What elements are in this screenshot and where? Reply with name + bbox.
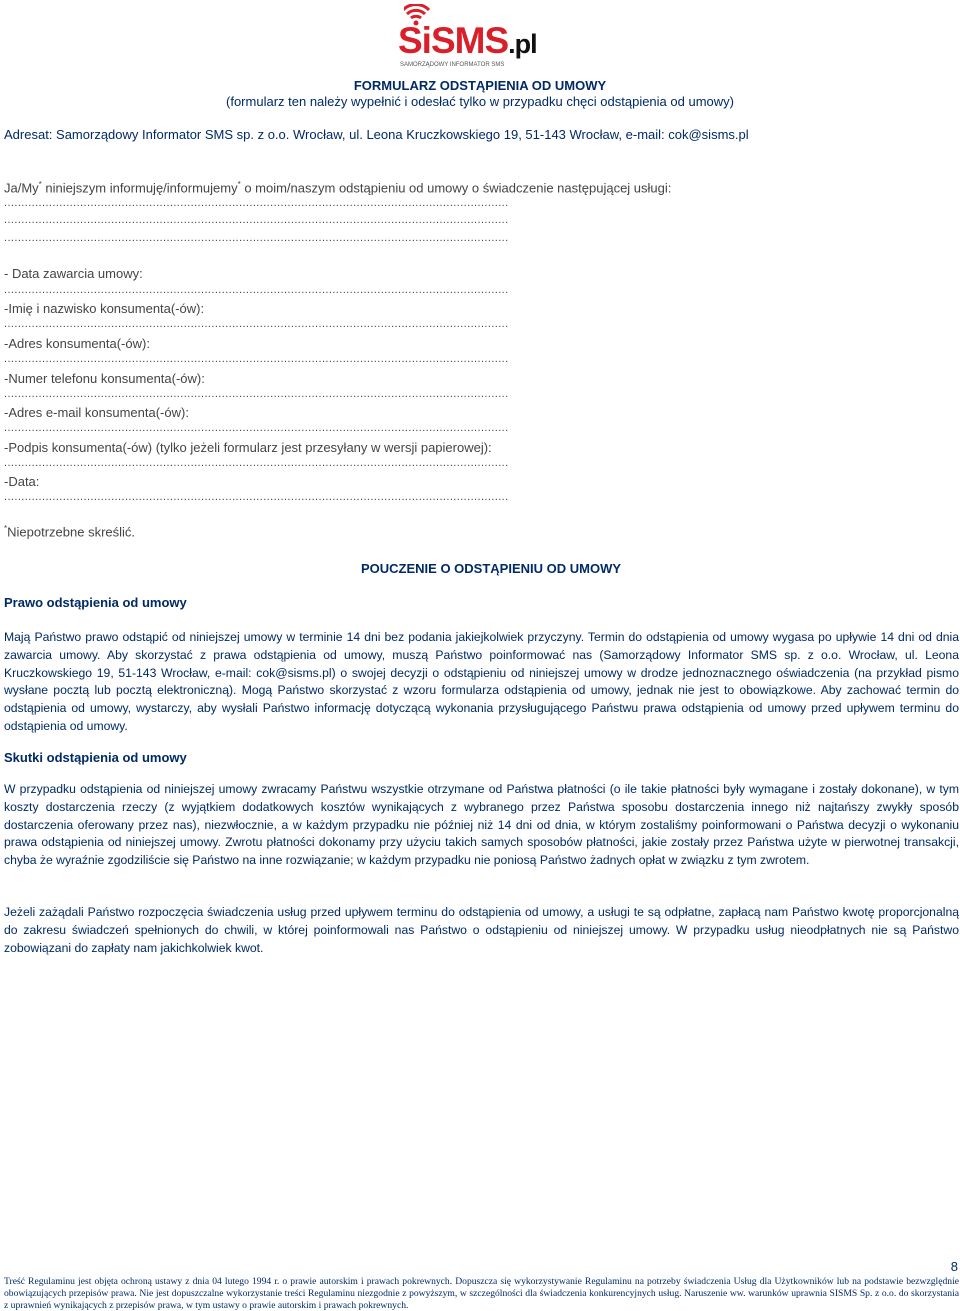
service-fill-line[interactable]: ..................................................................................................................................................	[4, 232, 509, 244]
footnote: *Niepotrzebne skreślić.	[4, 524, 136, 540]
signature-fill-line[interactable]: ..................................................................................................................................................	[4, 457, 509, 469]
logo-tagline: SAMORZĄDOWY INFORMATOR SMS	[400, 62, 505, 68]
effects-paragraph-1: W przypadku odstąpienia od niniejszej umowy zwracamy Państwu wszystkie otrzymane od Państwa płatności (o ile takie płatności były wymagane i zostały dokonane), w tym koszty dostarczenia rzeczy (z wyjątkiem dodatkowych kosztów wynikających z wybranego przez Państwa sposobu dostarczenia innego niż najtańszy zwykły sposób dostarczenia oferowany przez nas), niezwłocznie, a w każdym przypadku nie później niż 14 dni od dnia, w którym zostaliśmy poinformowani o Państwa decyzji o wykonaniu prawa odstąpienia od niniejszej umowy. Zwrotu płatności dokonamy przy użyciu takich samych sposobów płatności, jakie zostały przez Państwa użyte w pierwotnej transakcji, chyba że wyraźnie zgodziliście się Państwo na inne rozwiązanie; w każdym przypadku nie poniosą Państwo żadnych opłat w związku z tym zwrotem.	[4, 782, 959, 868]
consumer-phone-fill-line[interactable]: ..................................................................................................................................................	[4, 388, 509, 400]
consumer-phone-label: -Numer telefonu konsumenta(-ów):	[4, 371, 205, 386]
copyright-footer: Treść Regulaminu jest objęta ochroną ustawy z dnia 04 lutego 1994 r. o prawie autorskim i prawach pokrewnych. Dopuszcza się wykorzystywanie Regulaminu na potrzeby świadczenia Usług dla Użytkowników lub na podstawie bezwzględnie obowiązujących przepisów prawa. Nie jest dopuszczalne wykorzystanie treści Regulaminu niezgodnie z powyższym, w szczególności dla świadczenia konkurencyjnych usług. Naruszenie ww. warunków uprawnia SISMS Sp. z o.o. do skorzystania z uprawnień wynikających z przepisów prawa, w tym ustawy o prawie autorskim i prawach pokrewnych.	[4, 1276, 959, 1311]
service-fill-line[interactable]: ..................................................................................................................................................	[4, 214, 509, 226]
right-paragraph: Mają Państwo prawo odstąpić od niniejszej umowy w terminie 14 dni bez podania jakiejkolwiek przyczyny. Termin do odstąpienia od umowy wygasa po upływie 14 dni od dnia zawarcia umowy. Aby skorzystać z prawa odstąpienia od umowy, muszą Państwo poinformować nas (Samorządowy Informator SMS sp. z o.o. Wrocław, ul. Leona Kruczkowskiego 19, 51-143 Wrocław, e-mail: cok@sisms.pl) o swojej decyzji o odstąpieniu od niniejszej umowy w drodze jednoznacznego oświadczenia (na przykład pismo wysłane pocztą lub pocztą elektroniczną). Mogą Państwo skorzystać z wzoru formularza odstąpienia od umowy, jednak nie jest to obowiązkowe. Aby zachować termin do odstąpienia od umowy, wystarczy, aby wysłali Państwo informację dotyczącą wykonania przysługującego Państwu prawa odstąpienia od umowy przed upływem terminu do odstąpienia od umowy.	[4, 630, 959, 733]
effects-paragraph-2: Jeżeli zażądali Państwo rozpoczęcia świadczenia usług przed upływem terminu do odstąpienia od umowy, a usługi te są odpłatne, zapłacą nam Państwo kwotę proporcjonalną do zakresu świadczeń spełnionych do chwili, w której poinformowali nas Państwo o odstąpieniu od niniejszej umowy. W przypadku usług nieodpłatnych nie są Państwo zobowiązani do zapłaty nam jakichkolwiek kwot.	[4, 905, 959, 955]
consumer-address-fill-line[interactable]: ..................................................................................................................................................	[4, 353, 509, 365]
instruction-title: POUCZENIE O ODSTĄPIENIU OD UMOWY	[361, 561, 622, 576]
effects-heading: Skutki odstąpienia od umowy	[4, 750, 187, 765]
consumer-name-label: -Imię i nazwisko konsumenta(-ów):	[4, 301, 205, 316]
logo-wordmark: SiSMS.pl	[398, 20, 537, 61]
contract-date-fill-line[interactable]: ..................................................................................................................................................	[4, 284, 509, 296]
consumer-name-fill-line[interactable]: ..................................................................................................................................................	[4, 318, 509, 330]
date-fill-line[interactable]: ..................................................................................................................................................	[4, 491, 509, 503]
consumer-address-label: -Adres konsumenta(-ów):	[4, 336, 150, 351]
form-subtitle: (formularz ten należy wypełnić i odesłać tylko w przypadku chęci odstąpienia od umowy)	[226, 94, 734, 109]
right-heading: Prawo odstąpienia od umowy	[4, 595, 187, 610]
intro-statement: Ja/My* niniejszym informuję/informujemy* o moim/naszym odstąpieniu od umowy o świadczenie następującej usługi:	[4, 180, 672, 196]
service-fill-line[interactable]: ..................................................................................................................................................	[4, 197, 509, 209]
addressee-line: Adresat: Samorządowy Informator SMS sp. z o.o. Wrocław, ul. Leona Kruczkowskiego 19, 51-143 Wrocław, e-mail: cok@sisms.pl	[4, 127, 749, 142]
consumer-email-label: -Adres e-mail konsumenta(-ów):	[4, 405, 189, 420]
signature-label: -Podpis konsumenta(-ów) (tylko jeżeli formularz jest przesyłany w wersji papierowej):	[4, 440, 492, 455]
sisms-logo	[398, 4, 537, 72]
contract-date-label: - Data zawarcia umowy:	[4, 266, 143, 281]
page-number: 8	[950, 1259, 958, 1274]
form-title: FORMULARZ ODSTĄPIENIA OD UMOWY	[353, 78, 607, 93]
date-label: -Data:	[4, 474, 40, 489]
consumer-email-fill-line[interactable]: ..................................................................................................................................................	[4, 422, 509, 434]
